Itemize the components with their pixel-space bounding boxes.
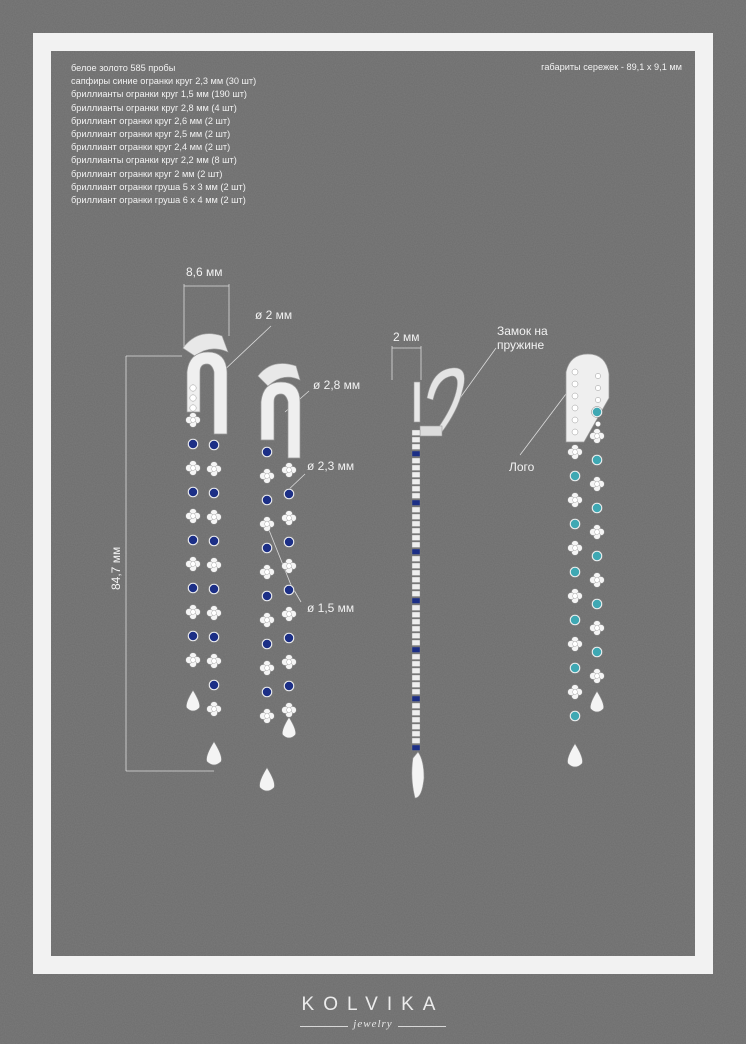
side-link [412, 682, 420, 688]
labels [109, 265, 548, 615]
sapphire-stone [571, 664, 579, 672]
diamond-stone [212, 467, 217, 472]
diamond-stone [287, 708, 292, 713]
diamond-cluster [186, 461, 201, 476]
diamond-cluster [260, 613, 275, 628]
diamond-stone [191, 610, 196, 615]
diamond-cluster [207, 702, 222, 717]
diamond-cluster [590, 429, 605, 444]
sapphire-stone [593, 600, 601, 608]
earring-side-view [412, 368, 465, 798]
diamond-cluster [568, 541, 583, 556]
pave-stone [190, 395, 196, 401]
diamond-cluster [186, 653, 201, 668]
side-link [412, 724, 420, 730]
spec-line: бриллиант огранки круг 2,5 мм (2 шт) [71, 129, 231, 140]
earring-back-view [566, 354, 609, 767]
side-link [412, 633, 420, 639]
diameter-28-label: ø 2,8 мм [313, 378, 361, 392]
sapphire-stone [285, 634, 293, 642]
side-link [412, 710, 420, 716]
side-link [412, 521, 420, 527]
diamond-cluster [207, 510, 222, 525]
spec-line: бриллиант огранки круг 2,6 мм (2 шт) [71, 115, 231, 126]
pear-diamond [282, 717, 295, 738]
diamond-stone [595, 530, 600, 535]
diamond-cluster [282, 559, 297, 574]
logo-label: Лого [509, 460, 535, 474]
pave-stone [595, 385, 600, 390]
side-link [412, 675, 420, 681]
side-link [412, 598, 420, 604]
diamond-stone [212, 707, 217, 712]
width-label: 8,6 мм [186, 265, 223, 279]
side-link [412, 535, 420, 541]
sapphire-stone [571, 712, 579, 720]
diamond-cluster [186, 413, 201, 428]
diamond-cluster [260, 661, 275, 676]
spec-line: бриллиант огранки круг 2,4 мм (2 шт) [71, 142, 231, 153]
earring-front-1 [183, 334, 228, 765]
sapphire-stone [571, 568, 579, 576]
diameter-15-label: ø 1,5 мм [307, 601, 355, 615]
diameter-2-label: ø 2 мм [255, 308, 293, 322]
diamond-stone [287, 612, 292, 617]
spec-line: бриллиант огранки круг 2 мм (2 шт) [71, 168, 223, 179]
diamond-stone [265, 618, 270, 623]
lock-label-2: пружине [497, 338, 545, 352]
pave-stone [190, 405, 196, 411]
diamond-cluster [207, 558, 222, 573]
side-link [412, 717, 420, 723]
diamond-stone [573, 642, 578, 647]
pave-stone [572, 417, 578, 423]
diamond-cluster [260, 565, 275, 580]
diamond-cluster [282, 511, 297, 526]
side-link [412, 542, 420, 548]
side-link [412, 563, 420, 569]
diamond-cluster [590, 573, 605, 588]
sapphire-stone [189, 584, 197, 592]
diamond-cluster [186, 605, 201, 620]
pave-stone [572, 405, 578, 411]
sapphire-stone [263, 688, 271, 696]
diamond-cluster [282, 463, 297, 478]
side-link [412, 528, 420, 534]
side-link [412, 577, 420, 583]
diamond-stone [595, 674, 600, 679]
diamond-stone [212, 563, 217, 568]
diamond-cluster [186, 557, 201, 572]
sapphire-stone [285, 490, 293, 498]
diamond-stone [595, 434, 600, 439]
diamond-stone [265, 474, 270, 479]
side-link [412, 549, 420, 555]
sapphire-stone [189, 440, 197, 448]
side-link [412, 647, 420, 653]
sapphire-stone [285, 682, 293, 690]
diamond-cluster [568, 637, 583, 652]
lock-label-1: Замок на [497, 324, 548, 338]
sapphire-stone [263, 544, 271, 552]
side-link [412, 654, 420, 660]
diamond-cluster [260, 469, 275, 484]
diamond-stone [212, 515, 217, 520]
side-link [412, 507, 420, 513]
pave-stone [572, 381, 578, 387]
diamond-stone [212, 659, 217, 664]
side-link [412, 605, 420, 611]
diamond-stone [573, 546, 578, 551]
diamond-stone [595, 578, 600, 583]
diamond-stone [191, 514, 196, 519]
sapphire-stone [210, 537, 218, 545]
side-link [412, 696, 420, 702]
brand-subtitle: jewelry [353, 1018, 393, 1030]
pave-stone [595, 373, 600, 378]
spec-line: бриллианты огранки круг 1,5 мм (190 шт) [71, 89, 247, 100]
diamond-stone [287, 468, 292, 473]
diamond-stone [265, 714, 270, 719]
side-link [412, 640, 420, 646]
diamond-stone [573, 594, 578, 599]
diamond-cluster [282, 655, 297, 670]
side-link [412, 570, 420, 576]
side-link [412, 745, 420, 751]
diamond-cluster [207, 654, 222, 669]
brand-logo: KOLVIKA [301, 994, 445, 1015]
diamond-stone [265, 570, 270, 575]
diamond-cluster [568, 493, 583, 508]
sapphire-stone [571, 520, 579, 528]
sapphire-stone [593, 648, 601, 656]
diamond-stone [573, 450, 578, 455]
sapphire-stone [263, 448, 271, 456]
diamond-stone [191, 562, 196, 567]
sapphire-stone [263, 496, 271, 504]
sapphire-stone [189, 488, 197, 496]
diamond-stone [191, 418, 196, 423]
diamond-stone [287, 660, 292, 665]
pave-stone [190, 385, 196, 391]
spec-line: бриллианты огранки круг 2,8 мм (4 шт) [71, 102, 237, 113]
diamond-stone [191, 658, 196, 663]
sapphire-stone [571, 616, 579, 624]
spec-line: белое золото 585 пробы [71, 63, 176, 73]
diamond-cluster [568, 589, 583, 604]
side-link [412, 451, 420, 457]
side-link [412, 465, 420, 471]
side-link [412, 556, 420, 562]
spec-line: сапфиры синие огранки круг 2,3 мм (30 шт) [71, 76, 257, 87]
diamond-stone [212, 611, 217, 616]
sapphire-stone [189, 632, 197, 640]
pear-diamond [207, 742, 222, 765]
sapphire-stone [210, 633, 218, 641]
sapphire-stone [210, 585, 218, 593]
sapphire-stone [210, 441, 218, 449]
side-link [412, 591, 420, 597]
diamond-stone [191, 466, 196, 471]
dimensions-note: габариты сережек - 89,1 х 9,1 мм [541, 62, 682, 72]
sapphire-stone [593, 408, 601, 416]
diamond-stone [287, 516, 292, 521]
height-label: 84,7 мм [109, 546, 123, 590]
diamond-cluster [260, 517, 275, 532]
sapphire-stone [210, 489, 218, 497]
side-link [412, 619, 420, 625]
pave-stone [572, 369, 578, 375]
side-link [412, 437, 420, 443]
side-link [412, 500, 420, 506]
diamond-cluster [282, 607, 297, 622]
diamond-cluster [282, 703, 297, 718]
sapphire-stone [210, 681, 218, 689]
sapphire-stone [189, 536, 197, 544]
diamond-cluster [590, 525, 605, 540]
side-link [412, 479, 420, 485]
side-width-label: 2 мм [393, 330, 420, 344]
spec-line: бриллианты огранки круг 2,2 мм (8 шт) [71, 155, 237, 166]
pave-stone [572, 393, 578, 399]
diamond-cluster [186, 509, 201, 524]
side-link [412, 668, 420, 674]
side-link [412, 486, 420, 492]
side-link [412, 661, 420, 667]
pear-diamond [186, 690, 199, 711]
spec-line: бриллиант огранки груша 6 х 4 мм (2 шт) [71, 195, 246, 206]
sapphire-stone [593, 552, 601, 560]
diamond-stone [573, 690, 578, 695]
diamond-stone [573, 498, 578, 503]
diamond-cluster [207, 462, 222, 477]
side-link [412, 612, 420, 618]
side-link [412, 584, 420, 590]
diamond-cluster [590, 669, 605, 684]
diamond-cluster [568, 445, 583, 460]
side-link [412, 626, 420, 632]
pear-diamond [260, 768, 275, 791]
earring-front-2 [258, 364, 300, 791]
sapphire-stone [263, 640, 271, 648]
pave-stone [595, 397, 600, 402]
sapphire-stone [285, 538, 293, 546]
pear-diamond [568, 744, 583, 767]
sapphire-stone [285, 586, 293, 594]
pear-diamond [590, 691, 603, 712]
side-link [412, 689, 420, 695]
spec-line: бриллиант огранки груша 5 х 3 мм (2 шт) [71, 181, 246, 192]
side-link [412, 731, 420, 737]
pave-stone [572, 429, 578, 435]
diamond-cluster [590, 477, 605, 492]
side-link [412, 444, 420, 450]
side-link [412, 472, 420, 478]
side-link [412, 458, 420, 464]
sapphire-stone [593, 504, 601, 512]
side-link [412, 430, 420, 436]
diamond-cluster [590, 621, 605, 636]
diamond-stone [595, 482, 600, 487]
side-link [412, 514, 420, 520]
side-link [412, 738, 420, 744]
side-link [412, 703, 420, 709]
diamond-stone [595, 626, 600, 631]
diamond-stone [265, 666, 270, 671]
diamond-cluster [207, 606, 222, 621]
pave-stone [595, 421, 600, 426]
sapphire-stone [571, 472, 579, 480]
diamond-stone [287, 564, 292, 569]
side-link [412, 493, 420, 499]
diamond-stone [265, 522, 270, 527]
sapphire-stone [263, 592, 271, 600]
diameter-23-label: ø 2,3 мм [307, 459, 355, 473]
diamond-cluster [568, 685, 583, 700]
sapphire-stone [593, 456, 601, 464]
diamond-cluster [260, 709, 275, 724]
